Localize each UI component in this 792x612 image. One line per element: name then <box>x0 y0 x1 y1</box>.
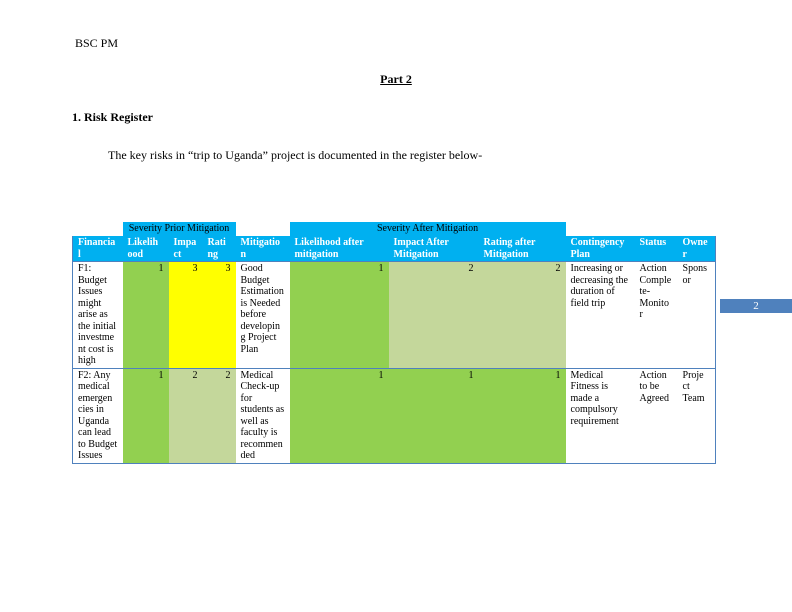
owner-cell: Spons or <box>678 262 716 369</box>
likelihood-cell: 1 <box>123 368 169 463</box>
column-header: Rati ng <box>203 236 236 262</box>
impact-after-cell: 1 <box>389 368 479 463</box>
document-header: BSC PM <box>75 36 119 50</box>
rating-after-cell: 1 <box>479 368 566 463</box>
column-header-row <box>73 236 716 262</box>
column-header: Rating after Mitigation <box>479 236 566 262</box>
column-header: Status <box>635 236 678 262</box>
impact-cell: 3 <box>169 262 203 369</box>
risk-description: F2: Any medical emergen cies in Uganda can lead to Budget Issues <box>73 368 123 463</box>
status-cell: Action to be Agreed <box>635 368 678 463</box>
column-header: Financia l <box>73 236 123 262</box>
rating-cell: 2 <box>203 368 236 463</box>
likelihood-after-cell: 1 <box>290 368 389 463</box>
column-header: Impact After Mitigation <box>389 236 479 262</box>
risk-register-table <box>72 222 716 464</box>
likelihood-after-cell: 1 <box>290 262 389 369</box>
column-header: Likelihood after mitigation <box>290 236 389 262</box>
mitigation-cell: Good Budget Estimation is Needed before developin g Project Plan <box>236 262 290 369</box>
rating-after-cell: 2 <box>479 262 566 369</box>
mitigation-cell: Medical Check-up for students as well as faculty is recommen ded <box>236 368 290 463</box>
likelihood-cell: 1 <box>123 262 169 369</box>
part-title: Part 2 <box>380 72 412 86</box>
owner-cell: Proje ct Team <box>678 368 716 463</box>
table-row <box>73 368 716 463</box>
column-header: Contingency Plan <box>566 236 635 262</box>
risk-description: F1: Budget Issues might arise as the initial investme nt cost is high <box>73 262 123 369</box>
group-header-row <box>73 222 716 236</box>
column-header: Owne r <box>678 236 716 262</box>
page-number-badge: 2 <box>720 299 792 313</box>
column-header: Likelih ood <box>123 236 169 262</box>
group-header-prior: Severity Prior Mitigation <box>123 222 236 236</box>
status-cell: Action Comple te- Monito r <box>635 262 678 369</box>
group-header-after: Severity After Mitigation <box>290 222 566 236</box>
intro-paragraph: The key risks in “trip to Uganda” project is documented in the register below- <box>108 148 483 162</box>
contingency-cell: Medical Fitness is made a compulsory requirement <box>566 368 635 463</box>
contingency-cell: Increasing or decreasing the duration of field trip <box>566 262 635 369</box>
section-heading: 1. Risk Register <box>72 110 153 124</box>
impact-after-cell: 2 <box>389 262 479 369</box>
column-header: Mitigatio n <box>236 236 290 262</box>
impact-cell: 2 <box>169 368 203 463</box>
table-row <box>73 262 716 369</box>
rating-cell: 3 <box>203 262 236 369</box>
column-header: Impa ct <box>169 236 203 262</box>
